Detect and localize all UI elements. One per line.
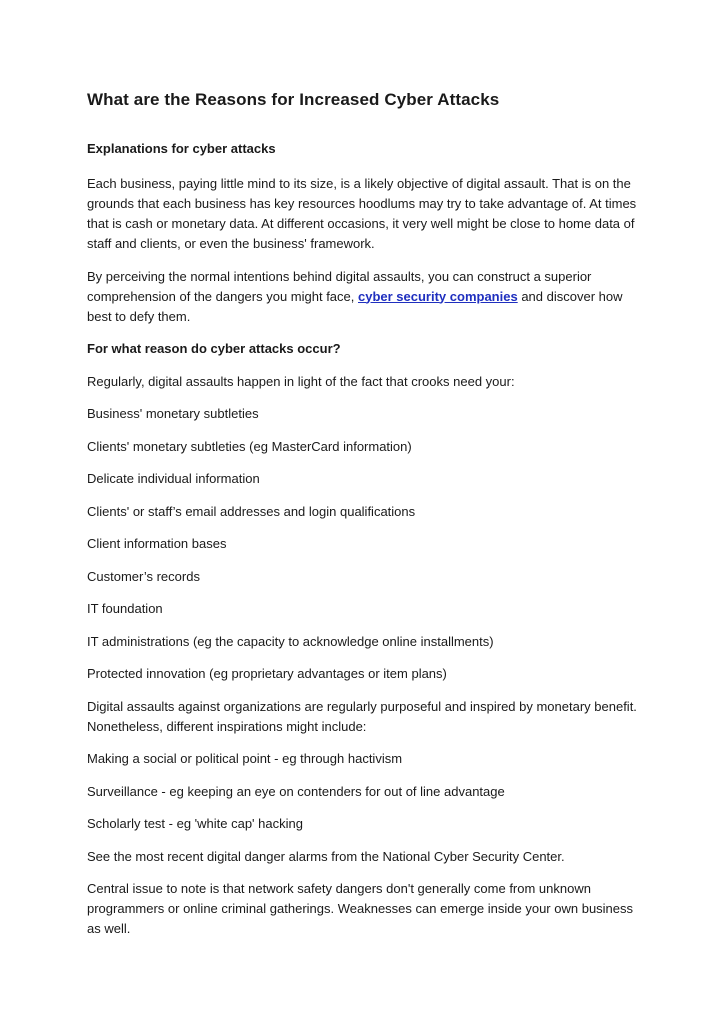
cyber-security-companies-link[interactable]: cyber security companies (358, 288, 518, 304)
list-item-target: Protected innovation (eg proprietary advantages or item plans) (87, 666, 447, 681)
paragraph-central-issue: Central issue to note is that network safety dangers don't generally come from unknown programmers or online criminal gatherings. Weaknesses can emerge inside your own business as well. (87, 881, 634, 936)
list-item-target: Delicate individual information (87, 471, 260, 486)
paragraph-alerts: See the most recent digital danger alarms from the National Cyber Security Center. (87, 848, 565, 864)
page-title: What are the Reasons for Increased Cyber Attacks (87, 90, 500, 109)
list-item-target: Client information bases (87, 536, 227, 551)
list-item-target: Customer’s records (87, 568, 200, 584)
list-item-target: Clients' or staff’s email addresses and login qualifications (87, 503, 416, 519)
list-item-target: IT administrations (eg the capacity to acknowledge online installments) (87, 633, 494, 649)
document-page (87, 88, 637, 952)
paragraph-motivations: Digital assaults against organizations are regularly purposeful and inspired by monetary benefit. Nonetheless, different inspirations might include: (87, 698, 637, 734)
list-item-target: Clients' monetary subtleties (eg MasterCard information) (87, 438, 412, 454)
section-heading-explanations: Explanations for cyber attacks (87, 141, 276, 156)
paragraph-intentions-text-before: By perceiving the normal intentions behind digital assaults, you can construct a superior comprehension of the dangers you might face, (87, 268, 592, 304)
paragraph-intentions-text-after: and discover how best to defy them. (87, 288, 623, 324)
paragraph-intentions (87, 267, 637, 327)
list-item-motivation: Surveillance - eg keeping an eye on contenders for out of line advantage (87, 783, 505, 799)
list-item-motivation: Scholarly test - eg 'white cap' hacking (87, 816, 303, 831)
paragraph-intro: Each business, paying little mind to its size, is a likely objective of digital assault. That is on the grounds that each business has key resources hoodlums may try to take advantage of. At times that is cash or monetary data. At different occasions, it very well might be close to home data of staff and clients, or even the business' framework. (87, 176, 637, 251)
section-heading-reasons: For what reason do cyber attacks occur? (87, 341, 341, 356)
list-item-target: Business' monetary subtleties (87, 406, 259, 421)
list-item-target: IT foundation (87, 601, 163, 616)
list-item-motivation: Making a social or political point - eg through hactivism (87, 751, 403, 766)
paragraph-criminals-want: Regularly, digital assaults happen in light of the fact that crooks need your: (87, 373, 515, 389)
